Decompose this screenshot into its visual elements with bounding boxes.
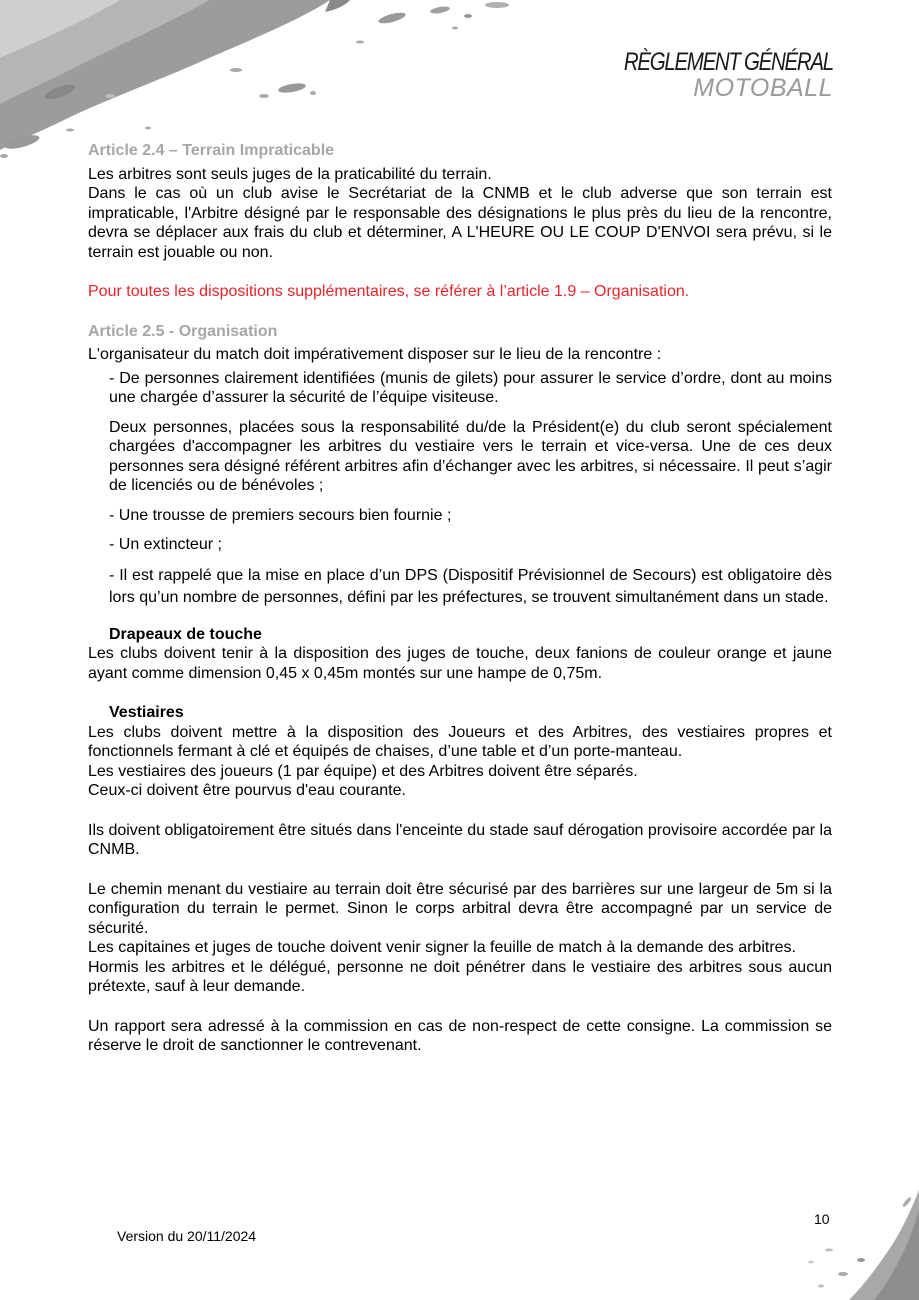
drapeaux-de-touche-text: Les clubs doivent tenir à la disposition des juges de touche, deux fanions de couleur orange et jaune ayant comme dimension 0,45 x 0,45m montés sur une hampe de 0,75m.: [88, 645, 832, 682]
vestiaires-title: Vestiaires: [109, 704, 184, 721]
document-header-title: [578, 50, 833, 101]
list-item: - Un extincteur ;: [109, 536, 222, 553]
article-2-5-intro: L'organisateur du match doit impérativement disposer sur le lieu de la rencontre :: [88, 346, 662, 363]
list-item: - De personnes clairement identifiées (munis de gilets) pour assurer le service d’ordre, dont au moins une chargée d’assurer la sécurité de l’équipe visiteuse.: [109, 369, 832, 406]
footer-version: Version du 20/11/2024: [117, 1228, 257, 1244]
list-item: Deux personnes, placées sous la responsabilité du/de la Président(e) du club seront spécialement chargées d'accompagner les arbitres du vestiaire vers le terrain et vice-versa. Une de ces deux personnes sera désigné référent arbitres afin d’échanger avec les arbitres, si nécessaire. Il peut s’agir de licenciés ou de bénévoles ;: [109, 418, 832, 494]
vestiaires-paragraph-1: Les clubs doivent mettre à la disposition des Joueurs et des Arbitres, des vestiaires propres et fonctionnels fermant à clé et équipés de chaises, d’une table et d’un porte-manteau.: [88, 723, 832, 760]
header-line-reglement-general: RÈGLEMENT GÉNÉRAL: [624, 48, 833, 76]
vestiaires-paragraph-6: Les capitaines et juges de touche doivent venir signer la feuille de match à la demande des arbitres.: [88, 939, 796, 956]
vestiaires-paragraph-4: Ils doivent obligatoirement être situés dans l'enceinte du stade sauf dérogation provisoire accordée par la CNMB.: [88, 821, 832, 858]
list-item: - Il est rappelé que la mise en place d’un DPS (Dispositif Prévisionnel de Secours) est obligatoire dès lors qu’un nombre de personnes, défini par les préfectures, se trouvent simultanément dans un stade.: [109, 566, 832, 606]
article-2-5-title: Article 2.5 - Organisation: [88, 322, 278, 340]
bottom-right-splash-decoration: [749, 1190, 919, 1300]
vestiaires-paragraph-2: Les vestiaires des joueurs (1 par équipe) et des Arbitres doivent être séparés.: [88, 762, 638, 780]
vestiaires-paragraph-7: Hormis les arbitres et le délégué, personne ne doit pénétrer dans le vestiaire des arbitres sous aucun prétexte, sauf à leur demande.: [88, 958, 832, 995]
list-item: - Une trousse de premiers secours bien fournie ;: [109, 506, 452, 524]
article-2-4-title: Article 2.4 – Terrain Impraticable: [88, 142, 335, 159]
header-line-motoball: MOTOBALL: [693, 74, 833, 102]
vestiaires-paragraph-8: Un rapport sera adressé à la commission en cas de non-respect de cette consigne. La commission se réserve le droit de sanctionner le contrevenant.: [88, 1017, 832, 1054]
drapeaux-de-touche-title: Drapeaux de touche: [109, 625, 262, 643]
article-2-4-paragraph-2: Dans le cas où un club avise le Secrétariat de la CNMB et le club adverse que son terrain est impraticable, l'Arbitre désigné par le responsable des désignations le plus près du lieu de la rencontre, devra se déplacer aux frais du club et déterminer, A L'HEURE OU LE COUP D'ENVOI sera prévu, si le terrain est jouable ou non.: [88, 185, 832, 261]
article-2-5-list: [88, 369, 832, 609]
vestiaires-paragraph-3: Ceux-ci doivent être pourvus d'eau courante.: [88, 782, 406, 799]
vestiaires-paragraph-5: Le chemin menant du vestiaire au terrain doit être sécurisé par des barrières sur une largeur de 5m si la configuration du terrain le permet. Sinon le corps arbitral devra être accompagné par un service de sécurité.: [88, 880, 832, 937]
article-2-4-reference-note: Pour toutes les dispositions supplémentaires, se référer à l’article 1.9 – Organisation.: [88, 283, 690, 300]
page-number: 10: [814, 1211, 830, 1227]
article-2-4-paragraph-1: Les arbitres sont seuls juges de la praticabilité du terrain.: [88, 165, 492, 183]
document-body: [88, 141, 832, 1056]
